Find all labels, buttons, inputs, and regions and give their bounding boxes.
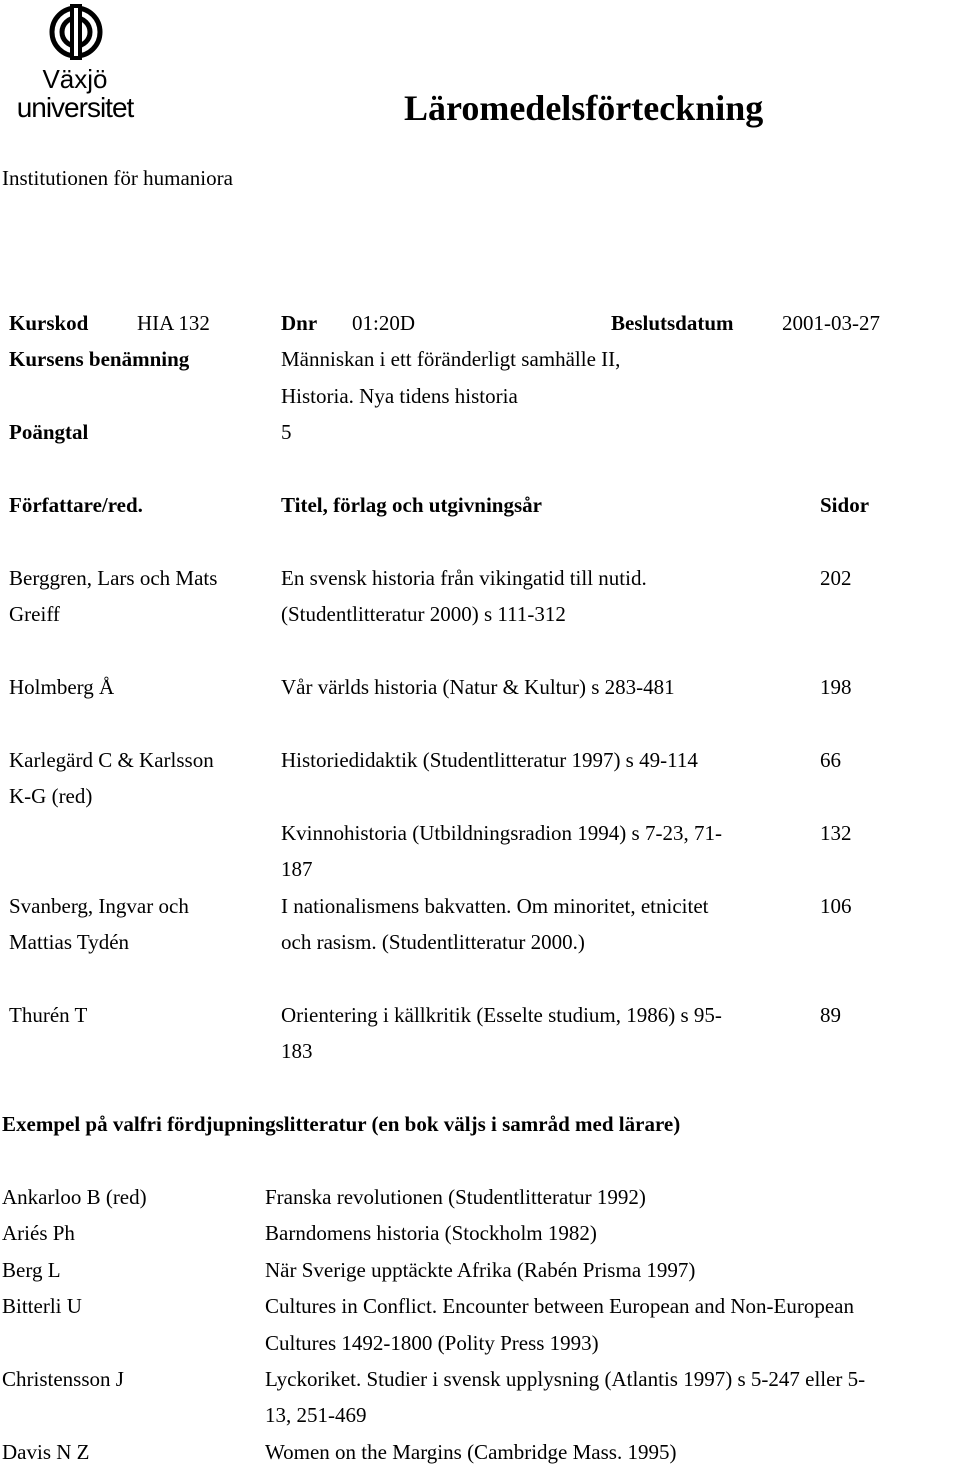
header-title: Titel, förlag och utgivningsår <box>281 493 542 517</box>
kursens-benamning-label: Kursens benämning <box>9 347 190 371</box>
optional-4-title-line2: Cultures 1492-1800 (Polity Press 1993) <box>265 1331 599 1355</box>
page-title: Läromedelsförteckning <box>404 88 764 128</box>
book-5-author-line2: Mattias Tydén <box>9 930 130 954</box>
book-1-author-line1: Berggren, Lars och Mats <box>9 566 218 590</box>
poangtal-value: 5 <box>281 420 292 444</box>
beslutsdatum-value: 2001-03-27 <box>782 311 880 335</box>
book-5-title-line2: och rasism. (Studentlitteratur 2000.) <box>281 930 585 954</box>
book-4-title-line2: 187 <box>281 857 313 881</box>
book-1-title-line1: En svensk historia från vikingatid till nutid. <box>281 566 647 590</box>
book-4-pages: 132 <box>820 821 852 845</box>
book-4-title-line1: Kvinnohistoria (Utbildningsradion 1994) s 7-23, 71- <box>281 821 722 845</box>
optional-2-title: Barndomens historia (Stockholm 1982) <box>265 1221 597 1245</box>
beslutsdatum-label: Beslutsdatum <box>611 311 734 335</box>
dnr-value: 01:20D <box>352 311 415 335</box>
dnr-label: Dnr <box>281 311 318 335</box>
optional-3-title: När Sverige upptäckte Afrika (Rabén Prisma 1997) <box>265 1258 696 1282</box>
optional-5-author: Christensson J <box>2 1367 124 1391</box>
book-2-title-line1: Vår världs historia (Natur & Kultur) s 283-481 <box>281 675 675 699</box>
optional-3-author: Berg L <box>2 1258 61 1282</box>
book-2-author-line1: Holmberg Å <box>9 675 115 699</box>
optional-6-author: Davis N Z <box>2 1440 90 1464</box>
book-3-title-line1: Historiedidaktik (Studentlitteratur 1997) s 49-114 <box>281 748 698 772</box>
header-pages: Sidor <box>820 493 870 517</box>
kursens-benamning-line1: Människan i ett föränderligt samhälle II, <box>281 347 621 371</box>
book-3-author-line2: K-G (red) <box>9 784 93 808</box>
kurskod-value: HIA 132 <box>137 311 210 335</box>
poangtal-label: Poängtal <box>9 420 89 444</box>
book-1-author-line2: Greiff <box>9 602 60 626</box>
department-name: Institutionen för humaniora <box>2 166 233 190</box>
book-5-title-line1: I nationalismens bakvatten. Om minoritet, etnicitet <box>281 894 709 918</box>
book-5-pages: 106 <box>820 894 852 918</box>
book-5-author-line1: Svanberg, Ingvar och <box>9 894 189 918</box>
book-6-author-line1: Thurén T <box>9 1003 88 1027</box>
book-1-title-line2: (Studentlitteratur 2000) s 111-312 <box>281 602 566 626</box>
kursens-benamning-line2: Historia. Nya tidens historia <box>281 384 518 408</box>
book-6-title-line2: 183 <box>281 1039 313 1063</box>
logo-text-universitet: universitet <box>16 92 134 123</box>
optional-5-title-line1: Lyckoriket. Studier i svensk upplysning (Atlantis 1997) s 5-247 eller 5- <box>265 1367 866 1391</box>
book-6-pages: 89 <box>820 1003 841 1027</box>
optional-1-title: Franska revolutionen (Studentlitteratur 1992) <box>265 1185 646 1209</box>
optional-literature-heading: Exempel på valfri fördjupningslitteratur (en bok väljs i samråd med lärare) <box>2 1112 681 1136</box>
optional-6-title: Women on the Margins (Cambridge Mass. 1995) <box>265 1440 677 1464</box>
optional-2-author: Ariés Ph <box>2 1221 75 1245</box>
optional-4-title-line1: Cultures in Conflict. Encounter between European and Non-European <box>265 1294 854 1318</box>
optional-1-author: Ankarloo B (red) <box>2 1185 147 1209</box>
book-3-pages: 66 <box>820 748 841 772</box>
book-1-pages: 202 <box>820 566 852 590</box>
optional-5-title-line2: 13, 251-469 <box>265 1403 367 1427</box>
book-2-pages: 198 <box>820 675 852 699</box>
book-3-author-line1: Karlegärd C & Karlsson <box>9 748 214 772</box>
kurskod-label: Kurskod <box>9 311 89 335</box>
header-author: Författare/red. <box>9 493 143 517</box>
optional-4-author: Bitterli U <box>2 1294 82 1318</box>
book-6-title-line1: Orientering i källkritik (Esselte studium, 1986) s 95- <box>281 1003 722 1027</box>
logo-text-vaxjo: Växjö <box>42 64 108 94</box>
